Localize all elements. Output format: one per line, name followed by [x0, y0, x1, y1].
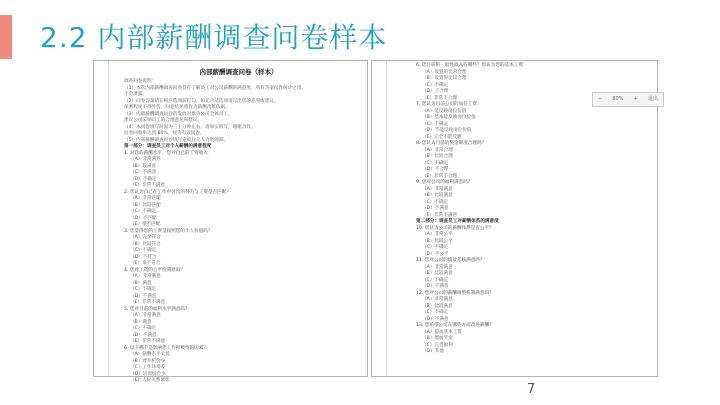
answer-option: （C）不确定: [422, 199, 449, 205]
section-heading: 第二部分：调查员工对薪酬体系的满意度: [416, 219, 499, 224]
instruction-text: （2）问卷答案请在相应选项前打勾，如无合适选项请写出您的意见或建议。: [124, 98, 279, 104]
question-text: 13. 您希望公司在哪些方面改进薪酬？: [416, 323, 494, 328]
question-text: 2. 您认为自己在工作中付出的努力与工资是否匹配？: [124, 189, 231, 195]
answer-option: （A）非常满意: [130, 157, 161, 162]
answer-option: （E）非常不满意: [130, 300, 166, 305]
section-heading: 第一部分：调查员工对个人薪酬的满意程度: [124, 144, 212, 149]
answer-option: （E）很不匹配: [130, 222, 161, 227]
questionnaire-page-right: [371, 60, 658, 377]
answer-option: （C）不确定: [422, 310, 449, 315]
answer-option: （E）非常不满意: [130, 339, 166, 344]
instruction-text: （3）内部薪酬调查问卷的发放对象为公司全体员工。: [124, 111, 233, 117]
zoom-level: 80%: [612, 96, 624, 102]
question-text: 7. 您认为目前公司的岗位工资：: [416, 102, 482, 107]
question-text: 5. 您对目前的福利水平满意吗？: [124, 306, 190, 312]
zoom-in-button[interactable]: +: [633, 96, 638, 102]
answer-option: （C）不确定: [422, 82, 449, 88]
answer-option: （D）不能反映岗位价值: [422, 128, 472, 133]
questionnaire-page-left: [93, 60, 368, 383]
answer-option: （A）非常满意: [422, 264, 453, 270]
answer-option: （A）完全符合: [130, 235, 161, 240]
answer-option: （E）完全不能反映: [422, 134, 462, 140]
answer-option: （A）薪酬水平太低: [130, 352, 170, 357]
page-left-content: [124, 68, 353, 385]
question-text: 6. 以下哪个是影响您工作积极性的因素？: [124, 345, 208, 351]
instruction-text: （1）本次内部薪酬调查问卷旨在了解员工对公司薪酬的满意度，所有答案仅作统计之用。: [124, 85, 307, 91]
instruction-text: （5）内部薪酬调查问卷填写完成后交人力资源部。: [124, 137, 228, 143]
answer-option: （D）其他: [422, 349, 444, 354]
slide-page-number: 7: [527, 382, 536, 397]
answer-option: （C）不确定: [422, 160, 449, 166]
answer-option: （B）比较满意: [422, 271, 453, 276]
answer-option: （B）比较满意: [422, 303, 453, 309]
answer-option: （A）提高基本工资: [422, 329, 462, 335]
answer-option: （A）非常满意: [130, 274, 161, 279]
answer-option: （C）不满意: [130, 170, 157, 175]
answer-option: （A）非常满意: [130, 313, 161, 318]
answer-option: （B）比较满意: [422, 193, 453, 198]
answer-option: （E）很不符合: [130, 261, 161, 266]
slide-title: 2.2 内部薪酬调查问卷样本: [40, 21, 388, 54]
question-text: 4. 您对工资的公平性满意吗？: [124, 267, 185, 273]
answer-option: （A）设置的非常合理: [422, 69, 467, 75]
question-text: 3. 您觉得您的工资是按照您的个人价值吗？: [124, 228, 213, 234]
answer-option: （B）基本能反映岗位价值: [422, 115, 476, 120]
answer-option: （C）不确定: [130, 209, 157, 214]
question-text: 12. 您对公司的薪酬调整机制满意吗？: [416, 290, 494, 296]
answer-option: （D）不确定: [130, 176, 157, 182]
answer-option: （B）满意: [130, 319, 152, 325]
exit-button[interactable]: 退出: [647, 96, 658, 102]
page-right-margin: [372, 61, 387, 376]
answer-option: （C）不确定: [130, 326, 157, 331]
answer-option: （B）比较匹配: [130, 202, 161, 208]
answer-option: （C）不确定: [422, 277, 449, 283]
answer-option: （A）能反映岗位价值: [422, 108, 467, 114]
answer-option: （D）不匹配: [130, 215, 157, 221]
answer-option: （D）不满意: [422, 316, 449, 322]
answer-option: （D）不满意: [130, 293, 157, 299]
zoom-out-button[interactable]: −: [598, 96, 603, 102]
answer-option: （B）比较合理: [422, 154, 453, 159]
answer-option: （D）不符合: [130, 254, 157, 260]
answer-option: （C）不确定: [130, 287, 157, 292]
answer-option: （D）培训机会少: [130, 371, 166, 377]
zoom-toolbar: [592, 92, 664, 107]
answer-option: （A）非常公平: [422, 232, 453, 237]
question-text: 9. 您对公司的福利满意吗？: [416, 180, 473, 185]
answer-option: （C）完善福利: [422, 342, 453, 348]
answer-option: （A）非常满意: [422, 297, 453, 302]
document-title: 内部薪酬调查问卷（样本）: [199, 68, 278, 76]
answer-option: （C）不确定: [130, 248, 157, 253]
answer-option: （B）比较符合: [130, 241, 161, 247]
answer-option: （E）非常不满意: [422, 212, 458, 218]
answer-option: （D）不满意: [130, 332, 157, 338]
question-text: 11. 您对公司的绩效考核满意吗？: [416, 258, 485, 263]
answer-option: （D）不满意: [422, 284, 449, 289]
answer-option: （B）较满意: [130, 163, 157, 169]
question-text: 1. 对您的薪酬水平，您对自己的工资收入：: [124, 150, 213, 156]
answer-option: （B）晋升机会少: [130, 358, 166, 364]
instruction-text: 不会泄露。: [124, 92, 147, 97]
question-text: 8. 您认为目前的奖金制度合理吗？: [416, 141, 487, 146]
answer-option: （E）非常不合理: [422, 95, 458, 101]
answer-option: （C）工作环境差: [130, 365, 166, 370]
answer-option: （E）人际关系紧张: [130, 378, 170, 383]
answer-option: （E）非常不满意: [130, 183, 166, 188]
answer-option: （D）不满意: [422, 206, 449, 211]
answer-option: （D）不合理: [422, 89, 449, 94]
instruction-text: 保密程度不得外传，问卷结果将作为薪酬改革依据。: [124, 105, 230, 110]
instruction-text: 问卷回收率达到 80%，视为有效问卷。: [124, 131, 205, 136]
question-text: 6. 您目前的一般性收入有哪些？您认为您的基本工资：: [416, 63, 528, 68]
answer-option: （D）不合理: [422, 167, 449, 172]
answer-option: （A）非常满意: [422, 186, 453, 192]
answer-option: （A）非常合理: [422, 147, 453, 153]
instruction-text: 建议公司采纳员工的合理意见和建议。: [124, 118, 203, 123]
instruction-text: （4）本问卷填写时间为三十分钟左右，请如实填写，谢谢合作。: [124, 124, 256, 130]
instruction-text: 调查问卷说明：: [124, 79, 157, 84]
question-text: 10. 您认为公司的薪酬体系是否公平？: [416, 225, 494, 231]
page-left-margin: [94, 61, 109, 376]
answer-option: （B）比较公平: [422, 238, 453, 244]
answer-option: （A）非常匹配: [130, 196, 161, 201]
answer-option: （C）不确定: [422, 121, 449, 127]
answer-option: （B）满意: [130, 280, 152, 286]
answer-option: （C）不确定: [422, 245, 449, 250]
answer-option: （D）不公平: [422, 251, 449, 257]
answer-option: （B）增加奖金: [422, 336, 453, 341]
title-accent-bar: [0, 15, 12, 59]
answer-option: （E）非常不合理: [422, 173, 458, 179]
answer-option: （B）设置得比较合理: [422, 76, 467, 81]
